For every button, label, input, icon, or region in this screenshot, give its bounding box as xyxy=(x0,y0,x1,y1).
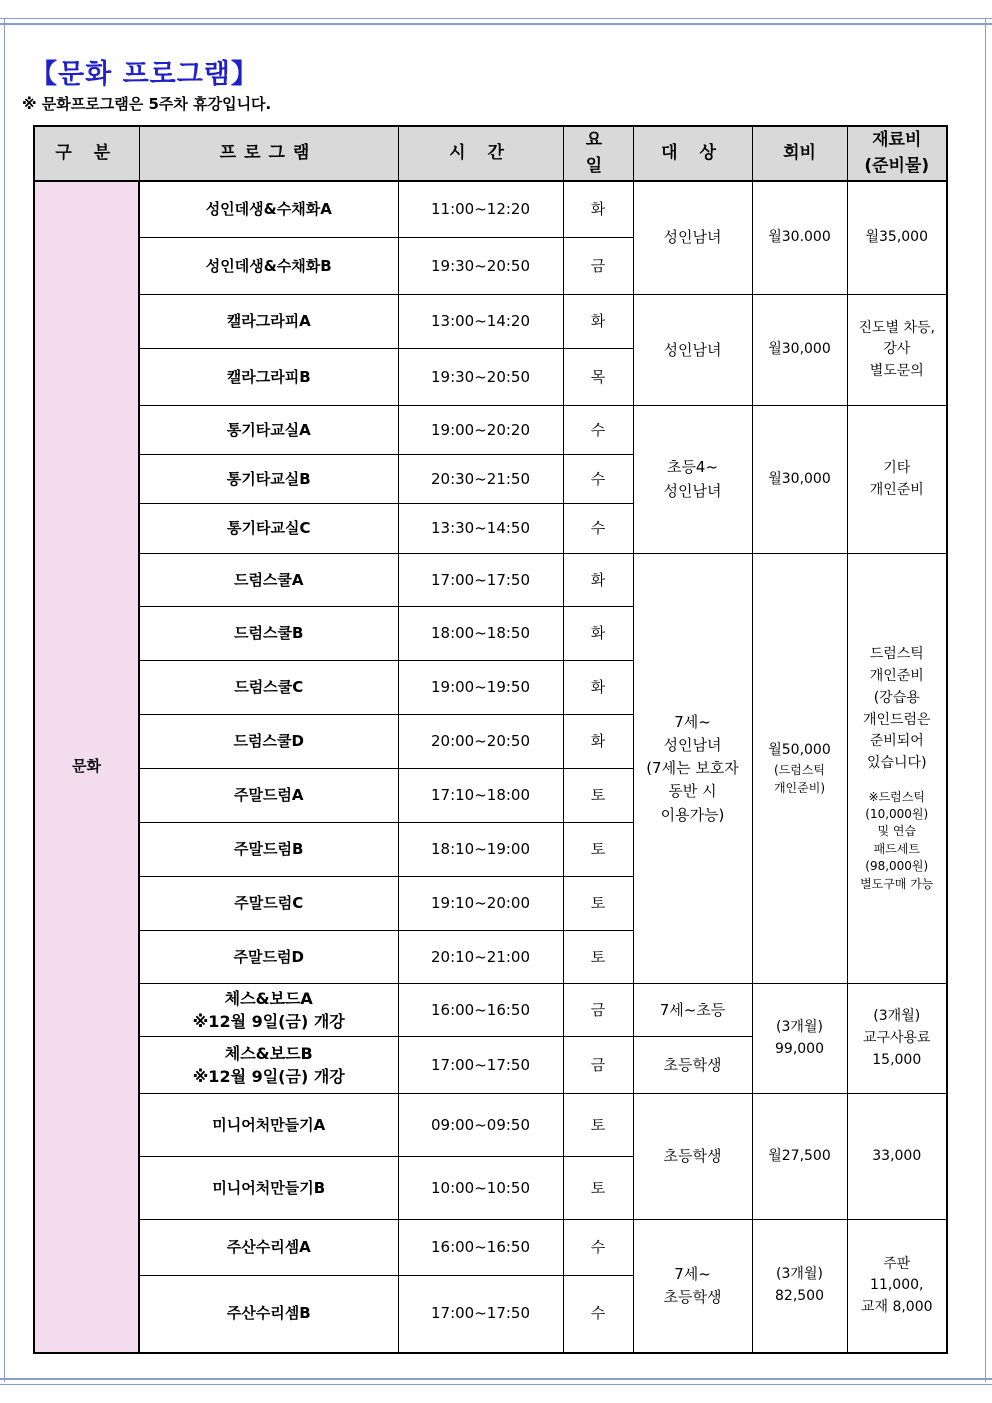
program-name: 체스&보드A xyxy=(224,989,313,1008)
program-time: 09:00~09:50 xyxy=(398,1094,563,1157)
material-line: 준비되어 xyxy=(869,733,924,750)
target-line: 이용가능) xyxy=(660,805,725,824)
material-note-line: ※드럼스틱 xyxy=(868,789,925,804)
material-note-line: (10,000원) xyxy=(865,806,929,821)
table-row xyxy=(34,1220,947,1276)
material-line: 15,000 xyxy=(872,1051,922,1068)
program-time: 16:00~16:50 xyxy=(398,984,563,1037)
program-name: 캘라그라피B xyxy=(139,349,398,406)
program-name: 성인데생&수채화B xyxy=(139,238,398,295)
fee-line: 99,000 xyxy=(775,1040,824,1057)
material-cell: 33,000 xyxy=(847,1094,947,1220)
target-cell: 초등학생 xyxy=(633,1094,752,1220)
program-time: 17:10~18:00 xyxy=(398,769,563,823)
header-fee: 회비 xyxy=(752,126,847,181)
material-spacer xyxy=(852,775,943,789)
material-note-line: 별도구매 가능 xyxy=(860,876,934,891)
header-row xyxy=(34,126,947,181)
material-line: 개인드럼은 xyxy=(862,711,931,728)
program-day: 화 xyxy=(563,295,633,349)
header-program: 프로그램 xyxy=(139,126,398,181)
page-frame-left xyxy=(4,18,5,1382)
target-line: 초등4~ xyxy=(666,458,719,477)
closure-notice: ※ 문화프로그램은 5주차 휴강입니다. xyxy=(22,95,272,113)
material-line: 기타 xyxy=(883,460,911,476)
program-name: 미니어처만들기B xyxy=(139,1157,398,1220)
program-name: 드럼스쿨B xyxy=(139,607,398,661)
program-name: 통기타교실C xyxy=(139,504,398,554)
program-time: 17:00~17:50 xyxy=(398,554,563,607)
program-name: 주말드럼D xyxy=(139,931,398,984)
program-schedule-table xyxy=(33,125,948,1354)
program-name: 통기타교실B xyxy=(139,455,398,504)
program-name: 미니어처만들기A xyxy=(139,1094,398,1157)
fee-cell xyxy=(752,1220,847,1353)
program-note: ※12월 9일(금) 개강 xyxy=(192,1067,345,1087)
material-line: 개인준비 xyxy=(869,481,924,498)
program-name: 주말드럼C xyxy=(139,877,398,931)
program-name: 주말드럼A xyxy=(139,769,398,823)
target-line: (7세는 보호자 xyxy=(646,759,739,778)
program-time: 13:30~14:50 xyxy=(398,504,563,554)
program-day: 목 xyxy=(563,349,633,406)
material-line: 강사 xyxy=(883,341,911,358)
table-row xyxy=(34,406,947,455)
program-day: 금 xyxy=(563,238,633,295)
material-cell xyxy=(847,295,947,406)
program-day: 토 xyxy=(563,823,633,877)
program-time: 16:00~16:50 xyxy=(398,1220,563,1276)
program-time: 19:10~20:00 xyxy=(398,877,563,931)
program-name: 드럼스쿨C xyxy=(139,661,398,715)
material-line: 개인준비 xyxy=(869,668,924,685)
header-category: 구 분 xyxy=(34,126,139,181)
fee-line: 82,500 xyxy=(775,1288,824,1305)
program-name: 주말드럼B xyxy=(139,823,398,877)
program-day: 수 xyxy=(563,504,633,554)
target-line: 동반 시 xyxy=(668,782,717,801)
fee-line: (3개월) xyxy=(776,1019,823,1035)
material-line: 교구사용료 xyxy=(862,1029,931,1046)
program-day: 토 xyxy=(563,1094,633,1157)
material-note-line: 및 연습 xyxy=(877,824,917,839)
material-cell xyxy=(847,1220,947,1353)
fee-cell: 월30,000 xyxy=(752,295,847,406)
program-day: 화 xyxy=(563,181,633,238)
table-row xyxy=(34,984,947,1037)
page-frame-bottom xyxy=(0,1378,992,1385)
program-day: 화 xyxy=(563,661,633,715)
program-time: 18:10~19:00 xyxy=(398,823,563,877)
material-note-line: 패드세트 xyxy=(873,841,920,856)
fee-cell: 월27,500 xyxy=(752,1094,847,1220)
material-line: 주판 xyxy=(883,1255,911,1272)
material-line: 진도별 차등, xyxy=(858,319,936,336)
program-time: 11:00~12:20 xyxy=(398,181,563,238)
table-row xyxy=(34,554,947,607)
page-frame-right xyxy=(985,18,986,1382)
program-day: 수 xyxy=(563,455,633,504)
program-day: 수 xyxy=(563,1276,633,1353)
program-time: 19:00~20:20 xyxy=(398,406,563,455)
program-day: 수 xyxy=(563,406,633,455)
material-line: (강습용 xyxy=(873,689,920,706)
target-line: 성인남녀 xyxy=(663,481,722,500)
header-time: 시 간 xyxy=(398,126,563,181)
program-day: 화 xyxy=(563,554,633,607)
program-time: 18:00~18:50 xyxy=(398,607,563,661)
page-frame-top xyxy=(0,18,992,25)
table-row xyxy=(34,295,947,349)
header-target: 대 상 xyxy=(633,126,752,181)
target-line: 성인남녀 xyxy=(663,735,722,754)
program-time: 10:00~10:50 xyxy=(398,1157,563,1220)
program-name: 캘라그라피A xyxy=(139,295,398,349)
program-day: 화 xyxy=(563,715,633,769)
target-cell: 성인남녀 xyxy=(633,181,752,295)
fee-amount: 월50,000 xyxy=(768,742,831,759)
material-cell: 월35,000 xyxy=(847,181,947,295)
table-row xyxy=(34,1094,947,1157)
program-name: 드럼스쿨A xyxy=(139,554,398,607)
program-time: 17:00~17:50 xyxy=(398,1276,563,1353)
material-note-line: (98,000원) xyxy=(865,859,929,874)
target-cell xyxy=(633,554,752,984)
program-time: 19:00~19:50 xyxy=(398,661,563,715)
program-time: 19:30~20:50 xyxy=(398,349,563,406)
program-name: 주산수리셈A xyxy=(139,1220,398,1276)
program-time: 20:00~20:50 xyxy=(398,715,563,769)
program-time: 20:30~21:50 xyxy=(398,455,563,504)
program-name: 주산수리셈B xyxy=(139,1276,398,1353)
program-day: 토 xyxy=(563,1157,633,1220)
material-cell xyxy=(847,984,947,1094)
fee-note-line: 개인준비) xyxy=(773,780,826,795)
material-line: (3개월) xyxy=(873,1008,921,1025)
fee-cell: 월30.000 xyxy=(752,181,847,295)
material-cell xyxy=(847,554,947,984)
program-time: 19:30~20:50 xyxy=(398,238,563,295)
program-name: 통기타교실A xyxy=(139,406,398,455)
program-day: 토 xyxy=(563,931,633,984)
target-line: 7세~ xyxy=(674,712,711,731)
material-line: 드럼스틱 xyxy=(869,646,924,663)
program-time: 20:10~21:00 xyxy=(398,931,563,984)
table-row xyxy=(34,181,947,238)
target-cell: 성인남녀 xyxy=(633,295,752,406)
program-note: ※12월 9일(금) 개강 xyxy=(192,1012,345,1032)
program-day: 토 xyxy=(563,877,633,931)
target-cell xyxy=(633,1220,752,1353)
program-name: 성인데생&수채화A xyxy=(139,181,398,238)
program-name: 체스&보드B xyxy=(224,1044,313,1063)
program-name-cell xyxy=(139,984,398,1037)
target-cell: 7세~초등 xyxy=(633,984,752,1037)
fee-note-line: (드럼스틱 xyxy=(773,763,826,778)
program-day: 금 xyxy=(563,1037,633,1094)
target-cell xyxy=(633,406,752,554)
category-cell: 문화 xyxy=(34,181,139,1353)
fee-cell xyxy=(752,984,847,1094)
header-material-sub: (준비물) xyxy=(864,156,930,177)
page-title: 【문화 프로그램】 xyxy=(30,59,259,90)
material-line: 11,000, xyxy=(870,1277,924,1294)
header-material xyxy=(847,126,947,181)
fee-line: (3개월) xyxy=(776,1266,823,1283)
program-time: 17:00~17:50 xyxy=(398,1037,563,1094)
fee-cell: 월30,000 xyxy=(752,406,847,554)
program-name: 드럼스쿨D xyxy=(139,715,398,769)
program-day: 화 xyxy=(563,607,633,661)
header-material-label: 재료비 xyxy=(872,130,922,150)
program-day: 수 xyxy=(563,1220,633,1276)
material-line: 별도문의 xyxy=(869,363,924,380)
program-time: 13:00~14:20 xyxy=(398,295,563,349)
fee-cell xyxy=(752,554,847,984)
material-cell xyxy=(847,406,947,554)
material-line: 교재 8,000 xyxy=(860,1298,933,1315)
material-line: 있습니다) xyxy=(866,754,927,771)
program-day: 토 xyxy=(563,769,633,823)
target-line: 7세~ xyxy=(674,1264,711,1283)
target-line: 초등학생 xyxy=(663,1288,722,1307)
target-cell: 초등학생 xyxy=(633,1037,752,1094)
program-day: 금 xyxy=(563,984,633,1037)
program-name-cell xyxy=(139,1037,398,1094)
header-day: 요 일 xyxy=(563,126,633,181)
